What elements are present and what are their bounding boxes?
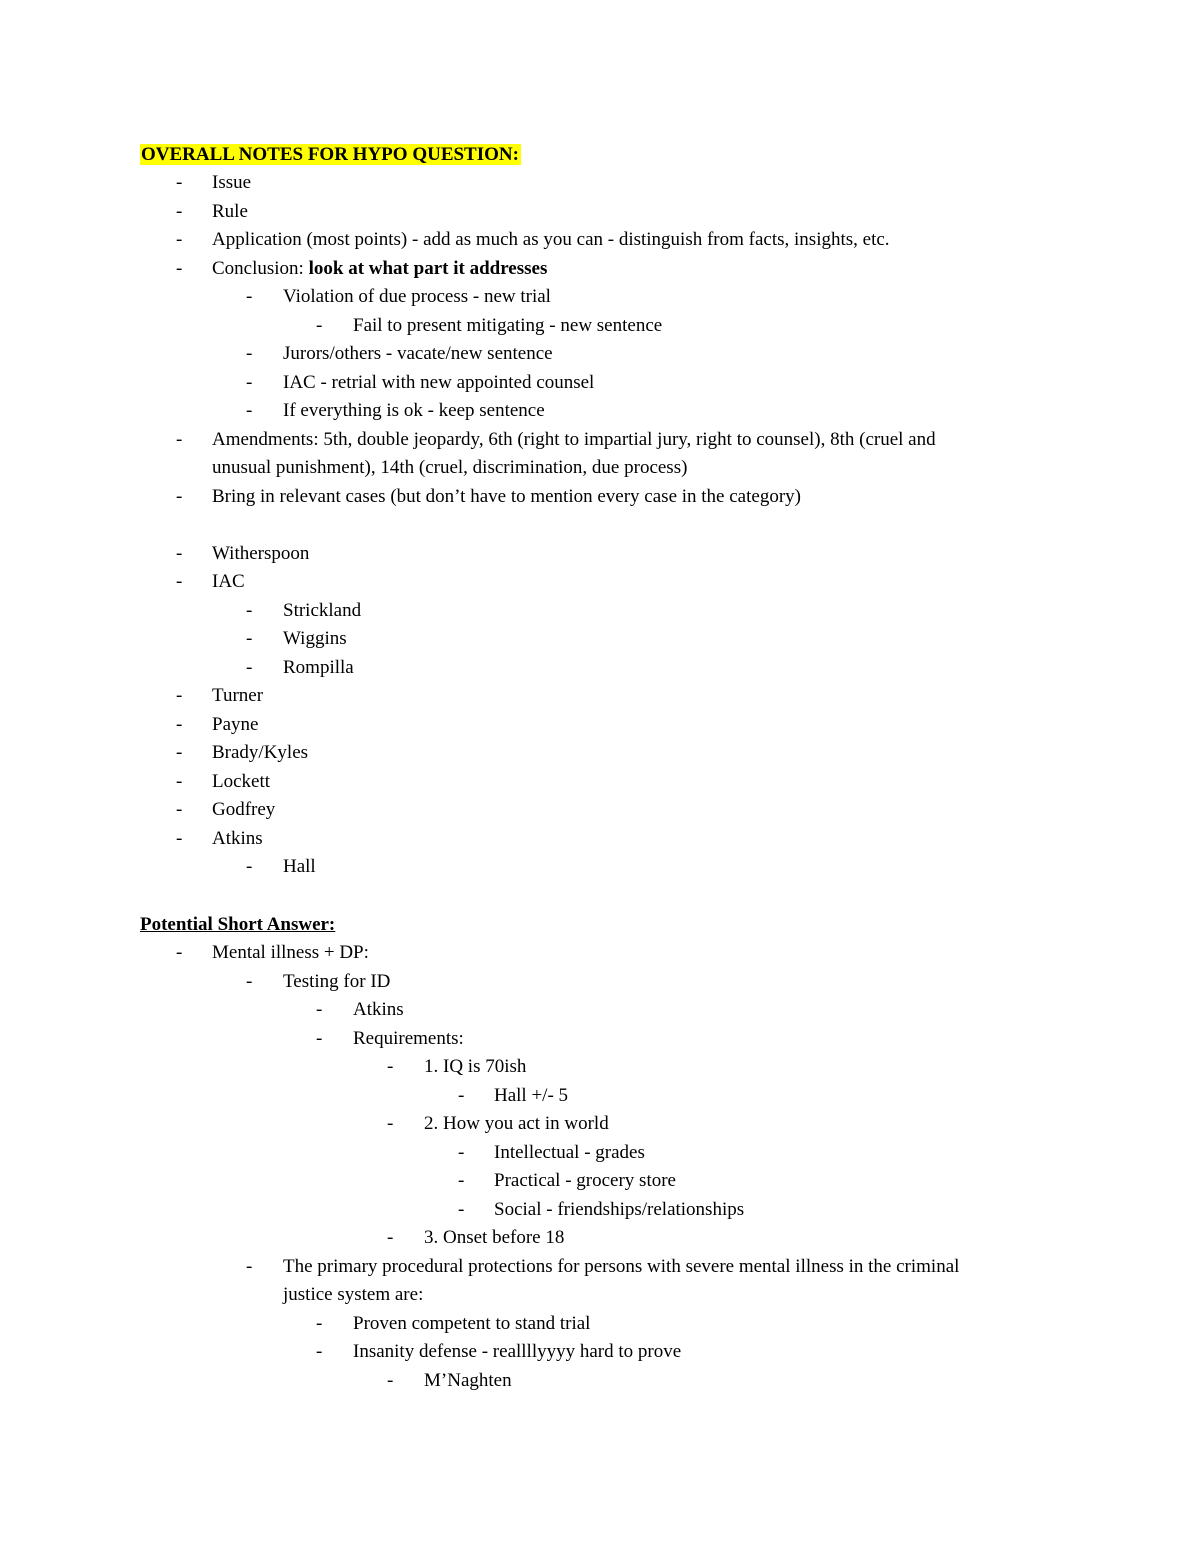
list-item xyxy=(283,369,594,397)
list-item xyxy=(283,597,361,625)
list-item xyxy=(212,768,270,796)
bullet-dash: - xyxy=(176,172,183,193)
list-item xyxy=(424,1110,609,1138)
bullet-dash: - xyxy=(387,1113,394,1134)
list-item xyxy=(212,796,275,824)
list-item-text: Brady/Kyles xyxy=(212,742,309,763)
bullet-dash: - xyxy=(458,1170,465,1191)
list-item xyxy=(212,540,309,568)
list-item-text: M’Naghten xyxy=(424,1369,512,1391)
list-item xyxy=(212,825,263,853)
list-item xyxy=(212,739,308,767)
list-item-text: Hall +/- 5 xyxy=(494,1084,569,1106)
bullet-dash: - xyxy=(176,485,183,507)
list-item xyxy=(283,625,347,653)
list-item-text: unusual punishment), 14th (cruel, discrimination, due process) xyxy=(212,457,688,478)
bullet-dash: - xyxy=(246,628,253,649)
list-item-text: Godfrey xyxy=(212,799,276,820)
list-item-bold-text: look at what part it addresses xyxy=(308,257,548,279)
bullet-dash: - xyxy=(176,770,183,792)
bullet-dash: - xyxy=(176,713,183,735)
list-item xyxy=(353,996,404,1024)
list-item xyxy=(424,1224,564,1252)
list-item-text: Testing for ID xyxy=(283,970,391,992)
list-item-text: justice system are: xyxy=(283,1284,424,1305)
list-item-text: Rompilla xyxy=(283,656,354,678)
list-item-text: Issue xyxy=(212,172,252,193)
list-item xyxy=(212,169,251,197)
list-item xyxy=(424,1053,526,1081)
list-item xyxy=(494,1196,744,1224)
hypo-heading-text: OVERALL NOTES FOR HYPO QUESTION: xyxy=(141,144,519,165)
bullet-dash: - xyxy=(316,1312,323,1334)
list-item-text: Strickland xyxy=(283,599,362,621)
bullet-dash: - xyxy=(176,742,183,763)
list-item-text: Bring in relevant cases (but don’t have to mention every case in the category) xyxy=(212,485,801,507)
bullet-dash: - xyxy=(176,257,183,279)
list-item-text: Conclusion: xyxy=(212,257,309,279)
bullet-dash: - xyxy=(176,200,183,222)
short-answer-heading xyxy=(140,911,335,939)
bullet-dash: - xyxy=(316,314,323,336)
list-item-text: Hall xyxy=(283,856,316,877)
list-item xyxy=(212,939,369,967)
list-item-text: Wiggins xyxy=(283,628,347,649)
bullet-dash: - xyxy=(387,1227,394,1248)
list-item xyxy=(424,1367,512,1395)
list-item-text: The primary procedural protections for persons with severe mental illness in the criminal xyxy=(283,1255,960,1277)
bullet-dash: - xyxy=(176,229,183,250)
list-item-text: Lockett xyxy=(212,770,271,792)
bullet-dash: - xyxy=(176,827,183,849)
bullet-dash: - xyxy=(246,400,253,421)
list-item-text: 3. Onset before 18 xyxy=(424,1227,565,1248)
list-item-text: Witherspoon xyxy=(212,542,310,564)
bullet-dash: - xyxy=(176,542,183,564)
list-item-text: Atkins xyxy=(212,827,263,849)
bullet-dash: - xyxy=(387,1369,394,1391)
list-item xyxy=(212,568,245,596)
short-answer-heading-text: Potential Short Answer: xyxy=(140,914,336,935)
list-item-text: IAC xyxy=(212,571,245,592)
bullet-dash: - xyxy=(246,286,253,307)
list-item xyxy=(494,1082,568,1110)
list-item xyxy=(353,312,662,340)
bullet-dash: - xyxy=(458,1141,465,1163)
list-item-text: Social - friendships/relationships xyxy=(494,1198,745,1220)
list-item xyxy=(353,1310,590,1338)
list-item-text: Requirements: xyxy=(353,1027,464,1049)
bullet-dash: - xyxy=(246,656,253,678)
list-item-text: Atkins xyxy=(353,999,404,1020)
list-item-text: Payne xyxy=(212,713,259,735)
bullet-dash: - xyxy=(246,1255,253,1277)
list-item xyxy=(353,1338,681,1366)
bullet-dash: - xyxy=(176,571,183,592)
list-item-text: Mental illness + DP: xyxy=(212,942,369,963)
bullet-dash: - xyxy=(176,685,183,706)
list-item-text: IAC - retrial with new appointed counsel xyxy=(283,371,595,393)
bullet-dash: - xyxy=(246,599,253,621)
bullet-dash: - xyxy=(246,970,253,992)
bullet-dash: - xyxy=(387,1056,394,1077)
list-item xyxy=(212,226,890,254)
list-item-text: Intellectual - grades xyxy=(494,1141,645,1163)
list-item xyxy=(212,198,248,226)
list-item-text: Amendments: 5th, double jeopardy, 6th (right to impartial jury, right to counsel), 8th (cruel and xyxy=(212,428,936,450)
list-item-continuation xyxy=(283,1281,423,1309)
list-item-text: Insanity defense - reallllyyyy hard to prove xyxy=(353,1341,682,1362)
bullet-dash: - xyxy=(458,1084,465,1106)
list-item xyxy=(212,483,801,511)
list-item xyxy=(283,1253,959,1281)
bullet-dash: - xyxy=(246,856,253,877)
list-item-text: Practical - grocery store xyxy=(494,1170,676,1191)
bullet-dash: - xyxy=(176,799,183,820)
list-item xyxy=(494,1139,645,1167)
list-item-text: 2. How you act in world xyxy=(424,1113,609,1134)
bullet-dash: - xyxy=(176,942,183,963)
list-item xyxy=(494,1167,676,1195)
list-item-text: Jurors/others - vacate/new sentence xyxy=(283,343,553,364)
list-item xyxy=(283,654,354,682)
list-item-text: Application (most points) - add as much as you can - distinguish from facts, insights, etc. xyxy=(212,229,890,250)
bullet-dash: - xyxy=(316,1341,323,1362)
list-item-text: Violation of due process - new trial xyxy=(283,286,551,307)
hypo-heading xyxy=(140,141,521,169)
list-item xyxy=(283,283,551,311)
bullet-dash: - xyxy=(316,1027,323,1049)
list-item-text: Rule xyxy=(212,200,248,222)
list-item-text: Fail to present mitigating - new sentence xyxy=(353,314,663,336)
bullet-dash: - xyxy=(246,371,253,393)
list-item xyxy=(212,711,258,739)
list-item-text: Turner xyxy=(212,685,264,706)
list-item xyxy=(212,255,547,283)
list-item xyxy=(212,682,263,710)
bullet-dash: - xyxy=(176,428,183,450)
list-item-text: If everything is ok - keep sentence xyxy=(283,400,545,421)
list-item xyxy=(283,397,545,425)
list-item xyxy=(212,426,936,454)
list-item xyxy=(353,1025,464,1053)
list-item xyxy=(283,853,316,881)
bullet-dash: - xyxy=(246,343,253,364)
list-item-text: 1. IQ is 70ish xyxy=(424,1056,527,1077)
list-item xyxy=(283,340,553,368)
bullet-dash: - xyxy=(458,1198,465,1220)
list-item xyxy=(283,968,390,996)
list-item-text: Proven competent to stand trial xyxy=(353,1312,591,1334)
list-item-continuation xyxy=(212,454,687,482)
bullet-dash: - xyxy=(316,999,323,1020)
